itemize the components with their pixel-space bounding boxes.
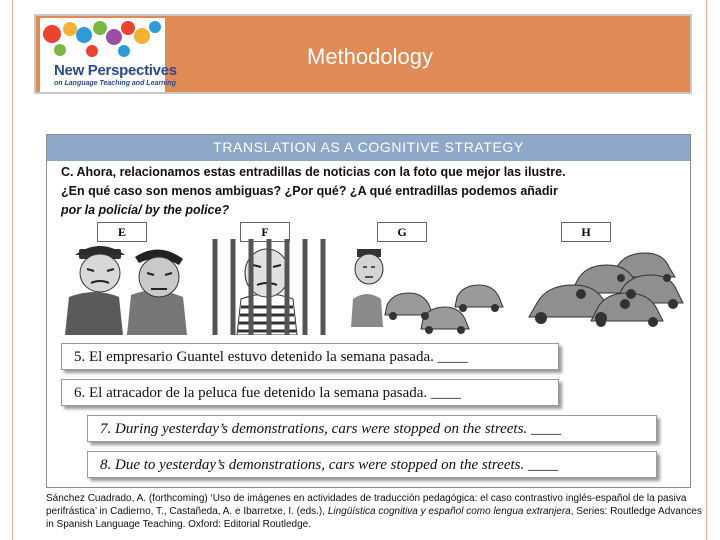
sentence-8: 8. Due to yesterday’s demonstrations, cars were stopped on the streets. ____ <box>87 451 657 478</box>
picture-label-g: G <box>377 222 427 242</box>
speech-bubbles-icon <box>40 18 165 62</box>
arrest-illustration <box>55 235 205 335</box>
logo-title: New Perspectives <box>54 62 177 79</box>
left-decorative-line <box>12 0 13 540</box>
citation-footer <box>46 492 706 531</box>
panel-title: TRANSLATION AS A COGNITIVE STRATEGY <box>213 139 524 155</box>
prisoner-illustration <box>207 239 327 335</box>
journal-logo <box>40 18 177 92</box>
right-decorative-line <box>706 0 707 540</box>
sentence-6: 6. El atracador de la peluca fue detenido la semana pasada. ____ <box>61 379 559 406</box>
instruction-line-1: C. Ahora, relacionamos estas entradillas de noticias con la foto que mejor las ilustre. <box>61 165 566 179</box>
instruction-line-3: por la policía/ by the police? <box>61 203 230 217</box>
picture-label-h: H <box>561 222 611 242</box>
sentence-7: 7. During yesterday’s demonstrations, cars were stopped on the streets. ____ <box>87 415 657 442</box>
panel-header <box>47 135 690 161</box>
slide-title: Methodology <box>307 44 433 69</box>
picture-label-e: E <box>97 222 147 242</box>
citation-part-1: Sánchez Cuadrado, A. (forthcoming) ‘Uso de imágenes en actividades de traducción pedagógica: el caso contrastivo inglés-español de la pasiva perifrástica’ in Cadierno, T., Castañeda, A. e Ibarretxe, I. (eds.), <box>46 493 687 517</box>
sentence-5: 5. El empresario Guantel estuvo detenido la semana pasada. ____ <box>61 343 559 370</box>
exercise-instruction <box>61 163 681 220</box>
citation-part-2: , Series: Routledge Advances in Spanish Language Teaching. Oxford: Editorial Routledge. <box>46 506 702 530</box>
picture-label-f: F <box>240 222 290 242</box>
exercise-panel <box>46 134 691 488</box>
traffic-jam-illustration <box>517 247 687 339</box>
logo-subtitle: on Language Teaching and Learning <box>54 80 176 87</box>
citation-book-title: Lingüística cognitiva y español como lengua extranjera <box>327 506 571 517</box>
instruction-line-2: ¿En qué caso son menos ambiguas? ¿Por qué? ¿A qué entradillas podemos añadir <box>61 184 558 198</box>
traffic-police-illustration <box>337 239 527 335</box>
